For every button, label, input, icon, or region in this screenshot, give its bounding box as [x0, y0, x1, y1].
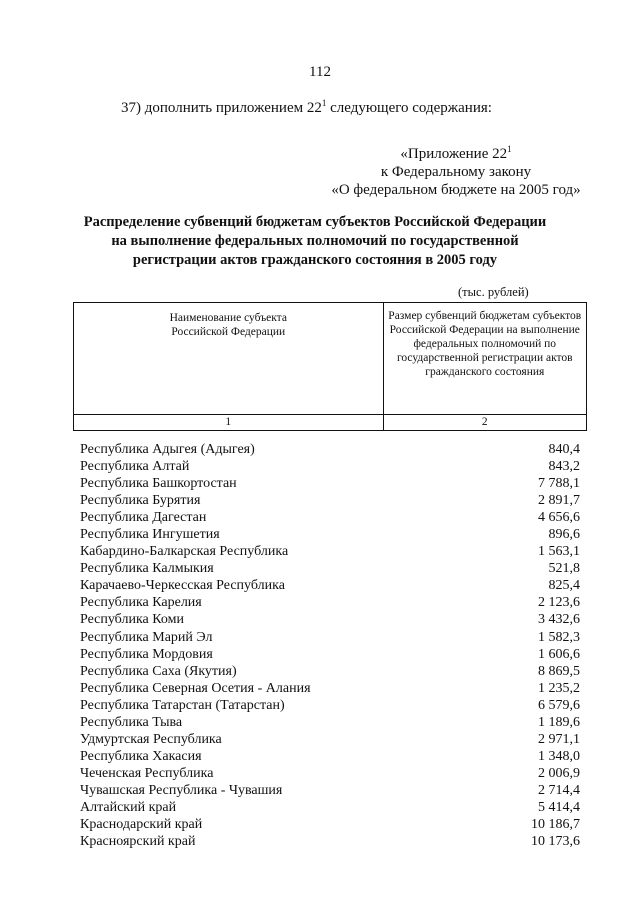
- region-name: Кабардино-Балкарская Республика: [80, 544, 289, 560]
- table-row: [80, 560, 580, 577]
- region-name: Республика Адыгея (Адыгея): [80, 442, 255, 457]
- region-name: Красноярский край: [80, 834, 196, 850]
- region-name: Республика Северная Осетия - Алания: [80, 680, 311, 696]
- region-name: Чеченская Республика: [80, 765, 214, 781]
- amendment-line: [121, 100, 492, 117]
- table-row: [80, 714, 580, 731]
- document-title: [40, 213, 590, 270]
- table-row: [80, 816, 580, 833]
- title-line-2: на выполнение федеральных полномочий по государственной: [111, 233, 519, 249]
- column-1-number: 1: [74, 415, 384, 431]
- page-number: 112: [309, 64, 331, 80]
- subvention-amount: 6 579,6: [538, 697, 580, 713]
- column-1-header: [74, 303, 384, 415]
- subvention-amount: 10 173,6: [531, 834, 580, 850]
- table-row: [80, 475, 580, 492]
- subvention-amount: 825,4: [548, 578, 580, 594]
- subvention-amount: 5 414,4: [538, 799, 580, 815]
- region-name: Республика Алтай: [80, 459, 190, 475]
- region-name: Республика Тыва: [80, 714, 183, 730]
- table-row: [80, 594, 580, 611]
- region-name: Карачаево-Черкесская Республика: [80, 578, 285, 594]
- amendment-suffix: следующего содержания:: [326, 100, 492, 116]
- subvention-amount: 2 123,6: [538, 595, 580, 611]
- subvention-amount: 4 656,6: [538, 510, 580, 526]
- subvention-amount: 2 714,4: [538, 782, 580, 798]
- appendix-title: «Приложение 22: [400, 146, 508, 162]
- region-name: Республика Башкортостан: [80, 476, 237, 492]
- region-name: Алтайский край: [80, 799, 177, 815]
- region-name: Республика Дагестан: [80, 510, 207, 526]
- table-row: [80, 748, 580, 765]
- subvention-amount: 1 235,2: [538, 680, 580, 696]
- subvention-amount: 7 788,1: [538, 476, 580, 492]
- region-name: Республика Саха (Якутия): [80, 663, 237, 679]
- subvention-amount: 521,8: [548, 561, 580, 577]
- table-row: [80, 697, 580, 714]
- table-row: [80, 611, 580, 628]
- column-1-header-line-1: Наименование субъекта: [169, 312, 287, 324]
- column-2-header: Размер субвенций бюджетам субъектов Российской Федерации на выполнение федеральных полномочий по государственной регистрации актов гражданского состояния: [383, 303, 586, 415]
- region-name: Республика Калмыкия: [80, 561, 214, 577]
- table-row: [80, 646, 580, 663]
- table-row: [80, 441, 580, 458]
- region-name: Республика Хакасия: [80, 748, 202, 764]
- title-line-1: Распределение субвенций бюджетам субъектов Российской Федерации: [83, 214, 547, 230]
- title-line-3: регистрации актов гражданского состояния в 2005 году: [132, 252, 498, 268]
- table-header: [73, 302, 587, 431]
- region-name: Республика Ингушетия: [80, 527, 220, 543]
- table-row: [80, 680, 580, 697]
- appendix-header: [306, 145, 606, 199]
- table-row: [80, 765, 580, 782]
- region-name: Краснодарский край: [80, 817, 203, 833]
- subvention-amount: 2 971,1: [538, 731, 580, 747]
- region-name: Республика Бурятия: [80, 493, 201, 509]
- subvention-amount: 2 891,7: [538, 493, 580, 509]
- subvention-amount: 1 348,0: [538, 748, 580, 764]
- subvention-amount: 840,4: [548, 442, 580, 457]
- appendix-superscript: 1: [507, 144, 512, 154]
- table-body: [80, 441, 580, 850]
- table-row: [80, 543, 580, 560]
- table-row: [80, 833, 580, 850]
- subvention-amount: 843,2: [548, 459, 580, 475]
- region-name: Республика Коми: [80, 612, 184, 628]
- subvention-amount: 8 869,5: [538, 663, 580, 679]
- unit-note: (тыс. рублей): [458, 285, 529, 299]
- table-row: [80, 663, 580, 680]
- table-row: [80, 577, 580, 594]
- table-row: [80, 799, 580, 816]
- table-row: [80, 629, 580, 646]
- subvention-amount: 2 006,9: [538, 765, 580, 781]
- subvention-amount: 1 189,6: [538, 714, 580, 730]
- subvention-amount: 3 432,6: [538, 612, 580, 628]
- column-2-number: 2: [383, 415, 586, 431]
- column-1-header-line-2: Российской Федерации: [171, 326, 286, 338]
- appendix-law-line: к Федеральному закону: [380, 164, 532, 180]
- table-row: [80, 458, 580, 475]
- table-row: [80, 492, 580, 509]
- subvention-amount: 896,6: [548, 527, 580, 543]
- region-name: Республика Татарстан (Татарстан): [80, 697, 285, 713]
- subvention-amount: 10 186,7: [531, 817, 580, 833]
- region-name: Чувашская Республика - Чувашия: [80, 782, 283, 798]
- table-row: [80, 509, 580, 526]
- region-name: Республика Марий Эл: [80, 629, 213, 645]
- appendix-title-line: [306, 145, 606, 163]
- subvention-amount: 1 606,6: [538, 646, 580, 662]
- amendment-superscript: 1: [321, 98, 327, 108]
- table-row: [80, 526, 580, 543]
- subvention-amount: 1 582,3: [538, 629, 580, 645]
- subvention-amount: 1 563,1: [538, 544, 580, 560]
- region-name: Республика Мордовия: [80, 646, 213, 662]
- amendment-prefix: 37) дополнить приложением 22: [121, 100, 322, 116]
- appendix-law-name: «О федеральном бюджете на 2005 год»: [331, 182, 581, 198]
- table-row: [80, 731, 580, 748]
- region-name: Удмуртская Республика: [80, 731, 222, 747]
- table-row: [80, 782, 580, 799]
- region-name: Республика Карелия: [80, 595, 202, 611]
